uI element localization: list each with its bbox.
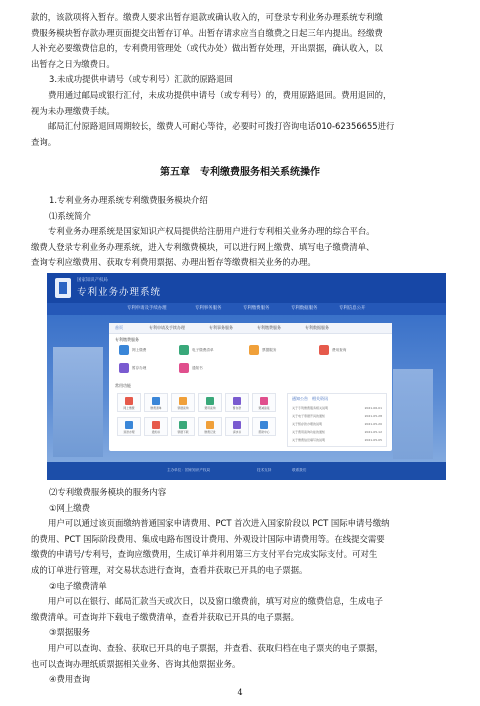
text-line: 查询。 bbox=[31, 136, 57, 147]
tile-label: 票据查询 bbox=[177, 406, 189, 410]
tile-label: 暂存款 bbox=[232, 406, 242, 410]
tile-label: 费用查询 bbox=[204, 406, 216, 410]
tile-icon bbox=[260, 397, 268, 405]
function-tile[interactable] bbox=[198, 393, 222, 412]
quick-item-label: 票据服务 bbox=[262, 348, 277, 352]
content-panel bbox=[109, 323, 392, 451]
text-line: 缴费清单。可查询并下载电子缴费清单，查看并获取已开具的电子票据。 bbox=[31, 611, 299, 622]
function-tile[interactable] bbox=[144, 393, 168, 412]
news-text: 关于专利缴费服务相关说明 bbox=[292, 406, 329, 410]
section-intro bbox=[31, 193, 451, 271]
tab-data[interactable]: 专利数据服务 bbox=[305, 325, 329, 330]
quick-item-label: 暂存办理 bbox=[132, 366, 147, 370]
news-date: 2021-05-20 bbox=[364, 422, 382, 426]
news-text: 关于电子票据开具的通知 bbox=[292, 414, 326, 418]
news-item[interactable] bbox=[292, 422, 382, 426]
tile-icon bbox=[179, 397, 187, 405]
item-heading: ①网上缴费 bbox=[49, 502, 91, 513]
tile-icon bbox=[233, 421, 241, 429]
function-tile[interactable] bbox=[117, 417, 141, 436]
news-item[interactable] bbox=[292, 438, 382, 442]
section-label: 常用功能 bbox=[115, 383, 131, 388]
tile-icon bbox=[152, 421, 160, 429]
page-number: 4 bbox=[237, 688, 243, 697]
news-date: 2021-05-05 bbox=[364, 438, 382, 442]
text-line: 视为未办理缴费手续。 bbox=[31, 105, 115, 116]
tile-label: 票据下载 bbox=[177, 430, 189, 434]
tile-label: 缴费清单 bbox=[150, 406, 162, 410]
online-pay-icon[interactable] bbox=[119, 345, 129, 355]
tile-label: 费减备案 bbox=[258, 406, 270, 410]
news-panel bbox=[287, 393, 387, 447]
tile-label: 请求书 bbox=[232, 430, 242, 434]
tab-home[interactable]: 首页 bbox=[115, 325, 123, 330]
text-line: 出暂存之日为缴费日。 bbox=[31, 58, 115, 69]
tile-label: 缴费记录 bbox=[204, 430, 216, 434]
function-tile[interactable] bbox=[252, 393, 276, 412]
text-line: 款的，该款项将入暂存。缴费人要求出暂存退款或确认收入的，可登录专利业务办理系统专利缴 bbox=[31, 12, 383, 22]
deposit-icon[interactable] bbox=[119, 363, 129, 373]
tile-label: 网上缴费 bbox=[123, 406, 135, 410]
news-item[interactable] bbox=[292, 414, 382, 418]
footer-link[interactable]: 技术支持 bbox=[257, 468, 272, 472]
cnipa-logo-icon bbox=[55, 278, 71, 298]
function-tile[interactable] bbox=[117, 393, 141, 412]
tile-label: 通知书 bbox=[151, 430, 161, 434]
text-line: 专利业务办理系统是国家知识产权局提供给注册用户进行专利相关业务办理的综合平台。 bbox=[48, 226, 375, 237]
paragraph-top bbox=[31, 10, 451, 150]
nav-item[interactable]: 专利事务服务 bbox=[195, 306, 222, 311]
quick-item-label: 电子缴费清单 bbox=[192, 348, 214, 352]
function-tile[interactable] bbox=[144, 417, 168, 436]
function-tile[interactable] bbox=[225, 417, 249, 436]
system-title: 专利业务办理系统 bbox=[77, 287, 162, 298]
function-tile[interactable] bbox=[198, 417, 222, 436]
tile-icon bbox=[206, 397, 214, 405]
tile-icon bbox=[125, 421, 133, 429]
system-nav bbox=[47, 303, 446, 315]
function-tile[interactable] bbox=[225, 393, 249, 412]
text-line: 费服务模块暂存款办理页面提交出暂存订单。出暂存请求应当自缴费之日起三年内提出。经缴费 bbox=[31, 27, 383, 38]
notice-icon[interactable] bbox=[179, 363, 189, 373]
quick-item-label: 费用查询 bbox=[332, 348, 347, 352]
news-date: 2021-05-28 bbox=[364, 414, 382, 418]
fee-query-icon[interactable] bbox=[319, 345, 329, 355]
system-header bbox=[47, 273, 446, 303]
text-line: 缴费的申请号/专利号，查询应缴费用，生成订单并利用第三方支付平台完成实际支付。可对生 bbox=[31, 549, 378, 560]
text-line: 邮局汇付原路退回周期较长，缴费人可耐心等待，必要时可拨打咨询电话010-62356655进行 bbox=[48, 121, 395, 132]
text-line: 用户可以在银行、邮局汇款当天或次日，以及窗口缴费前，填写对应的缴费信息，生成电子 bbox=[48, 596, 383, 607]
function-tile[interactable] bbox=[252, 417, 276, 436]
text-line: 成的订单进行管理，对交易状态进行查询，查看并获取已开具的电子票据。 bbox=[31, 564, 308, 575]
news-text: 关于费用查询功能的通知 bbox=[292, 430, 326, 434]
news-text: 关于暂存款办理的说明 bbox=[292, 422, 323, 426]
function-tile[interactable] bbox=[171, 393, 195, 412]
tab-apply[interactable]: 专利申请及手续办理 bbox=[149, 325, 185, 330]
quick-item-label: 通知书 bbox=[192, 366, 203, 370]
tile-icon bbox=[206, 421, 214, 429]
section-services bbox=[31, 485, 451, 688]
tile-label: 退款办理 bbox=[123, 430, 135, 434]
tile-icon bbox=[152, 397, 160, 405]
news-item[interactable] bbox=[292, 430, 382, 434]
building-image bbox=[393, 369, 433, 459]
text-line: 用户可以查询、查验、获取已开具的电子票据，并查看、获取归档在电子票夹的电子票据， bbox=[48, 642, 383, 653]
item-heading: ③票据服务 bbox=[49, 627, 91, 638]
news-item[interactable] bbox=[292, 406, 382, 410]
text-line: 的费用、PCT 国际阶段费用、集成电路布图设计费用、外观设计国际申请费用等。在线提交需要 bbox=[31, 533, 385, 544]
function-tile[interactable] bbox=[171, 417, 195, 436]
text-line: 用户可以通过该页面缴纳普通国家申请费用、PCT 首次进入国家阶段以 PCT 国际申请号缴纳 bbox=[48, 518, 390, 529]
invoice-icon[interactable] bbox=[249, 345, 259, 355]
nav-item[interactable]: 专利数据服务 bbox=[291, 306, 318, 311]
news-text: 关于缴费信息填写的说明 bbox=[292, 438, 326, 442]
system-screenshot-figure bbox=[47, 273, 446, 480]
item-heading: ④费用查询 bbox=[49, 674, 91, 685]
nav-item[interactable]: 专利缴费服务 bbox=[243, 306, 270, 311]
tile-label: 帮助中心 bbox=[258, 430, 270, 434]
building-image bbox=[53, 347, 103, 457]
nav-item[interactable]: 专利申请及手续办理 bbox=[127, 306, 167, 311]
tab-affairs[interactable]: 专利事务服务 bbox=[209, 325, 233, 330]
fee-list-icon[interactable] bbox=[179, 345, 189, 355]
section-heading: 1.专利业务办理系统专利缴费服务模块介绍 bbox=[49, 195, 208, 205]
nav-item[interactable]: 专利信息公开 bbox=[339, 306, 366, 311]
text-line: 人补充必要缴费信息的，专利费用管理处（或代办处）做出暂存处理，开出票据，确认收入，以 bbox=[31, 43, 383, 54]
chapter-title: 第五章 专利缴费服务相关系统操作 bbox=[160, 167, 320, 178]
item-heading: ②电子缴费清单 bbox=[49, 580, 107, 591]
tile-icon bbox=[179, 421, 187, 429]
sub-heading: ⑵专利缴费服务模块的服务内容 bbox=[49, 487, 167, 497]
text-line: 费用通过邮局或银行汇付，未成功提供申请号（或专利号）的，费用原路退回。费用退回的， bbox=[48, 89, 392, 100]
text-line: 查询专利应缴费用、获取专利费用票据、办理出暂存等缴费相关业务的办理。 bbox=[31, 257, 316, 268]
tile-icon bbox=[233, 397, 241, 405]
news-title: 通知公告 相关资讯 bbox=[292, 396, 328, 401]
footer-text: 主办单位：国家知识产权局 bbox=[167, 468, 211, 472]
news-date: 2021-05-12 bbox=[364, 430, 382, 434]
tab-fees[interactable]: 专利缴费服务 bbox=[257, 325, 281, 330]
footer-link[interactable]: 联系我们 bbox=[292, 468, 307, 472]
heading-3: 3.未成功提供申请号（或专利号）汇款的原路退回 bbox=[49, 74, 233, 85]
panel-tabs bbox=[109, 323, 392, 334]
tile-icon bbox=[260, 421, 268, 429]
news-date: 2021-06-01 bbox=[364, 406, 382, 410]
section-label: 专利缴费服务 bbox=[115, 337, 139, 342]
system-footer bbox=[47, 462, 446, 480]
text-line: 缴费人登录专利业务办理系统，进入专利缴费模块，可以进行网上缴费、填写电子缴费清单、 bbox=[31, 241, 375, 252]
text-line: 也可以查询办理纸质票据相关业务、咨询其他票据业务。 bbox=[31, 658, 241, 669]
tile-icon bbox=[125, 397, 133, 405]
sub-heading: ⑴系统简介 bbox=[49, 210, 91, 221]
quick-item-label: 网上缴费 bbox=[132, 348, 147, 352]
org-name: 国家知识产权局 bbox=[77, 278, 108, 283]
